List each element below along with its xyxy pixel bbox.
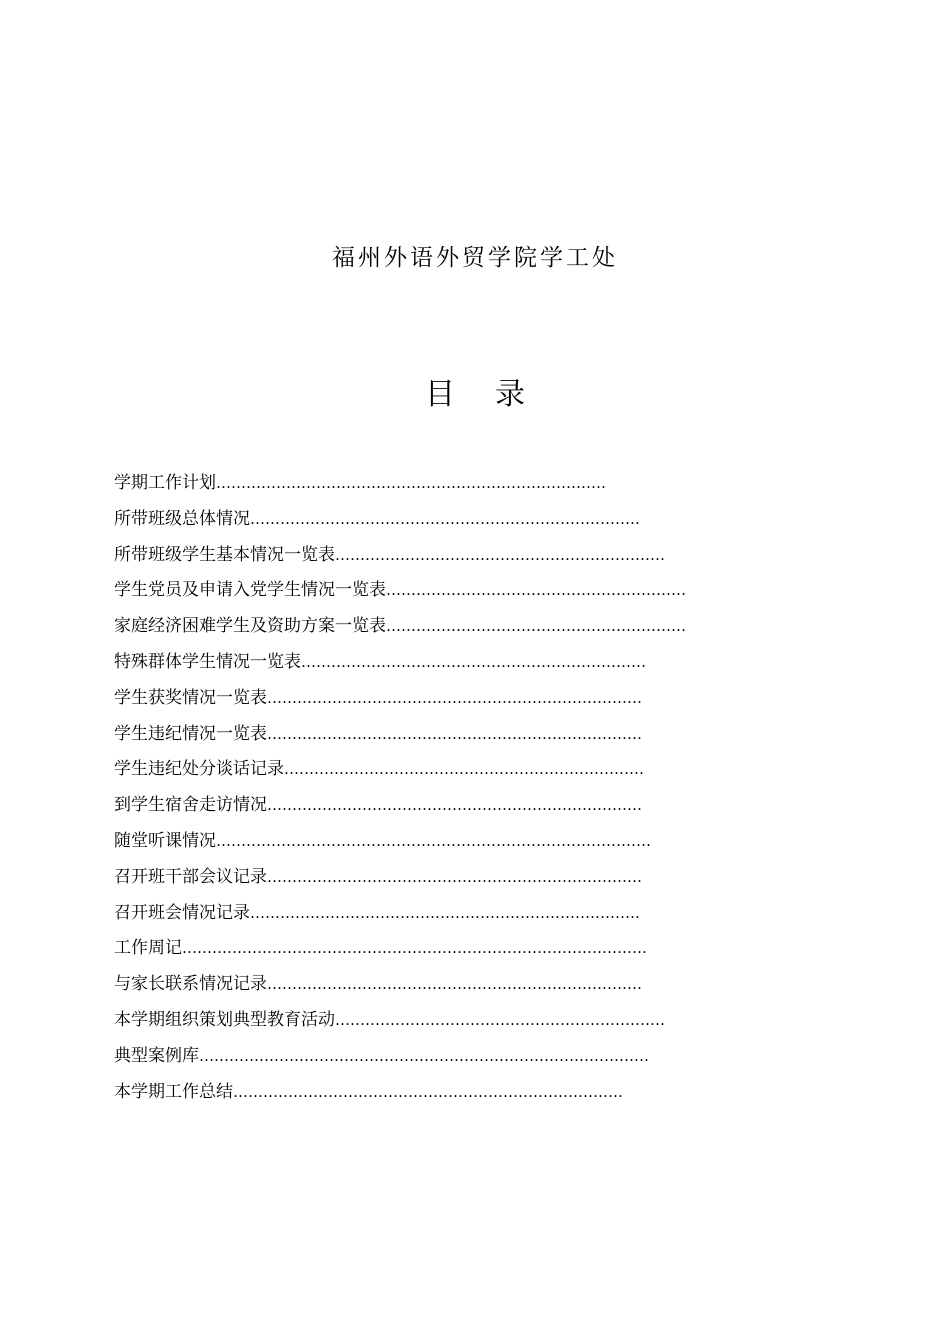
toc-item-leader: ……………………………………………………………	[301, 652, 646, 671]
toc-item-leader: ……………………………………………………………………	[250, 903, 640, 922]
toc-item[interactable]	[114, 502, 686, 538]
toc-heading	[0, 375, 950, 415]
toc-item-label: 学生党员及申请入党学生情况一览表	[114, 580, 386, 601]
toc-item[interactable]	[114, 896, 686, 932]
toc-item-label: 随堂听课情况	[114, 830, 216, 851]
toc-item[interactable]	[114, 967, 686, 1003]
toc-item[interactable]	[114, 466, 686, 502]
toc-item-leader: …………………………………………………………	[335, 1010, 665, 1029]
toc-item-leader: ……………………………………………………………………	[216, 474, 606, 492]
toc-heading-char-1: 目	[425, 377, 455, 412]
toc-item-leader: ……………………………………………………………………	[250, 509, 640, 528]
toc-item-label: 召开班会情况记录	[114, 902, 250, 923]
toc-item-label: 典型案例库	[114, 1045, 199, 1066]
toc-item-label: 召开班干部会议记录	[114, 866, 267, 887]
toc-item-leader: …………………………………………………………	[335, 545, 665, 564]
toc-item-label: 所带班级总体情况	[114, 508, 250, 529]
toc-item-leader: ………………………………………………………………………………	[199, 1046, 649, 1065]
toc-list	[114, 466, 686, 1110]
toc-item-leader: ……………………………………………………………………………	[216, 831, 651, 850]
toc-item-label: 到学生宿舍走访情况	[114, 795, 267, 816]
toc-item[interactable]	[114, 931, 686, 967]
toc-item-label: 所带班级学生基本情况一览表	[114, 544, 335, 565]
toc-item-leader: ………………………………………………………………	[284, 760, 644, 779]
toc-item-leader: …………………………………………………………………	[267, 975, 642, 994]
toc-item[interactable]	[114, 752, 686, 788]
org-title: 福州外语外贸学院学工处	[332, 245, 618, 271]
toc-item-label: 学生获奖情况一览表	[114, 687, 267, 708]
toc-item-label: 学生违纪处分谈话记录	[114, 759, 284, 780]
toc-item-leader: …………………………………………………………………	[267, 724, 642, 743]
toc-item-label: 学期工作计划	[114, 473, 216, 493]
toc-item[interactable]	[114, 1039, 686, 1075]
toc-item[interactable]	[114, 717, 686, 753]
toc-item-label: 家庭经济困难学生及资助方案一览表	[114, 616, 386, 637]
toc-item-leader: …………………………………………………………………	[267, 796, 642, 815]
toc-item-leader: ……………………………………………………	[386, 617, 686, 636]
toc-item-leader: ……………………………………………………	[386, 581, 686, 600]
toc-item[interactable]	[114, 1003, 686, 1039]
toc-item[interactable]	[114, 538, 686, 574]
toc-item-leader: …………………………………………………………………	[267, 688, 642, 707]
toc-item-label: 本学期工作总结	[114, 1081, 233, 1102]
toc-item[interactable]	[114, 860, 686, 896]
toc-item-leader: ……………………………………………………………………	[233, 1082, 623, 1101]
toc-item-label: 特殊群体学生情况一览表	[114, 651, 301, 672]
toc-item-label: 与家长联系情况记录	[114, 974, 267, 995]
toc-item[interactable]	[114, 645, 686, 681]
toc-item-label: 本学期组织策划典型教育活动	[114, 1009, 335, 1030]
toc-heading-char-2: 录	[495, 377, 525, 412]
toc-item-label: 学生违纪情况一览表	[114, 723, 267, 744]
toc-item[interactable]	[114, 824, 686, 860]
toc-item[interactable]	[114, 573, 686, 609]
toc-item-leader: …………………………………………………………………………………	[182, 939, 647, 958]
toc-item-label: 工作周记	[114, 938, 182, 959]
toc-item[interactable]	[114, 681, 686, 717]
toc-item-leader: …………………………………………………………………	[267, 867, 642, 886]
toc-item[interactable]	[114, 609, 686, 645]
toc-item[interactable]	[114, 1075, 686, 1111]
toc-item[interactable]	[114, 788, 686, 824]
